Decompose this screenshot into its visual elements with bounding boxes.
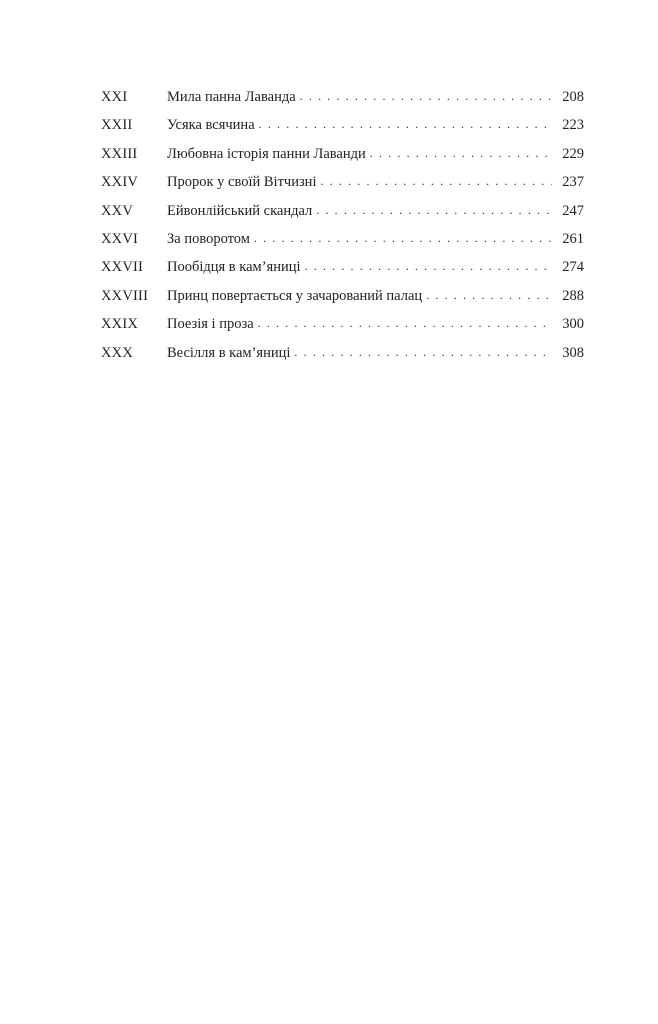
dot-leader — [258, 313, 552, 333]
chapter-title: Любовна історія панни Лаванди — [167, 145, 366, 162]
page-number: 223 — [562, 117, 584, 134]
chapter-number: XXI — [101, 89, 128, 105]
chapter-number: XXII — [101, 117, 133, 134]
chapter-number: XXIX — [101, 316, 139, 333]
toc-entry — [101, 144, 584, 172]
chapter-title: Ейвонлійський скандал — [167, 202, 313, 219]
dot-leader — [316, 200, 552, 220]
toc-entry — [101, 115, 584, 143]
chapter-number: XXV — [101, 202, 134, 219]
dot-leader — [300, 86, 552, 106]
dot-leader — [294, 342, 552, 362]
chapter-title: Весілля в кам’яниці — [167, 344, 291, 361]
chapter-number: XXX — [101, 344, 134, 361]
dot-leader — [259, 114, 552, 134]
chapter-number: XXIII — [101, 145, 138, 162]
chapter-title: За поворотом — [167, 230, 250, 247]
page-number: 308 — [562, 344, 584, 361]
page-number: 208 — [562, 89, 584, 105]
chapter-title: Пообідця в кам’яниці — [167, 259, 301, 276]
page-number: 274 — [562, 259, 584, 276]
page-number: 288 — [562, 287, 584, 304]
dot-leader — [320, 171, 552, 191]
toc-entry — [101, 343, 584, 371]
dot-leader — [426, 285, 552, 305]
toc-entry — [101, 201, 584, 229]
page-number: 261 — [562, 230, 584, 247]
chapter-number: XXVIII — [101, 287, 149, 304]
page-number: 300 — [562, 316, 584, 333]
chapter-number: XXIV — [101, 174, 139, 191]
toc-entry — [101, 314, 584, 342]
dot-leader — [254, 228, 552, 248]
chapter-title: Принц повертається у зачарований палац — [167, 287, 423, 304]
toc-entry — [101, 286, 584, 314]
chapter-title: Мила панна Лаванда — [167, 89, 296, 105]
toc-entry — [101, 229, 584, 257]
table-of-contents — [101, 87, 584, 371]
toc-entry — [101, 172, 584, 200]
page-number: 237 — [562, 174, 584, 191]
page-number: 229 — [562, 145, 584, 162]
chapter-title: Усяка всячина — [167, 117, 255, 134]
chapter-title: Поезія і проза — [167, 316, 254, 333]
chapter-number: XXVI — [101, 230, 139, 247]
dot-leader — [370, 143, 552, 163]
dot-leader — [305, 256, 552, 276]
chapter-title: Пророк у своїй Вітчизні — [167, 174, 317, 191]
toc-entry — [101, 87, 584, 115]
page-number: 247 — [562, 202, 584, 219]
chapter-number: XXVII — [101, 259, 144, 276]
toc-entry — [101, 257, 584, 285]
